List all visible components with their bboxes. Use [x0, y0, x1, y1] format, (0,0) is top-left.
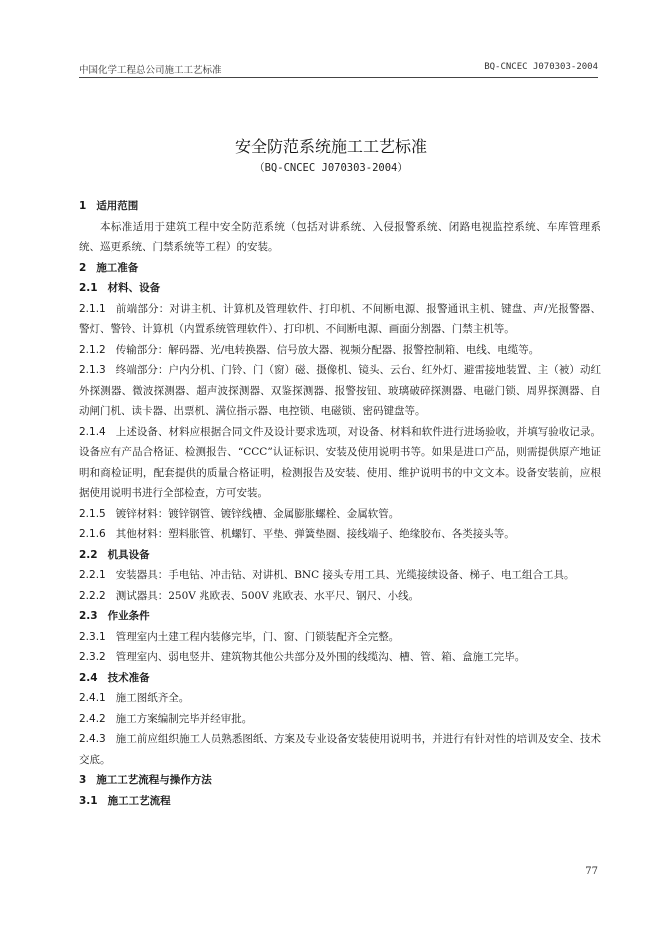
clause-text: 安装器具：手电钻、冲击钻、对讲机、BNC 接头专用工具、光缆接续设备、梯子、电工组合工具。 — [115, 569, 575, 581]
clause-number: 2.1.3 — [79, 364, 106, 376]
clause-text: 传输部分：解码器、光/电转换器、信号放大器、视频分配器、报警控制箱、电线、电缆等。 — [115, 343, 540, 356]
section-heading-text: 技术准备 — [107, 671, 150, 684]
document-body — [79, 196, 601, 811]
section-heading — [79, 606, 601, 627]
numbered-clause — [79, 360, 601, 422]
clause-number: 2.1.6 — [79, 528, 106, 540]
clause-number: 2.4.1 — [79, 692, 106, 704]
numbered-clause — [79, 504, 601, 525]
section-heading-text: 材料、设备 — [107, 282, 161, 294]
header-standard-code: BQ-CNCEC J070303-2004 — [484, 62, 598, 72]
section-heading — [79, 278, 601, 299]
section-heading — [79, 791, 601, 812]
clause-text: 管理室内土建工程内装修完毕，门、窗、门锁装配齐全完整。 — [115, 630, 400, 643]
section-number: 2.1 — [79, 282, 98, 294]
numbered-clause — [79, 565, 601, 586]
clause-text: 其他材料：塑料胀管、机螺钉、平垫、弹簧垫圈、接线端子、绝缘胶布、各类接头等。 — [115, 528, 515, 540]
clause-number: 2.1.2 — [79, 343, 106, 356]
numbered-clause — [79, 299, 601, 340]
section-heading — [79, 196, 601, 217]
numbered-clause — [79, 422, 601, 504]
section-heading — [79, 668, 601, 689]
running-header — [79, 60, 598, 78]
clause-text: 测试器具：250V 兆欧表、500V 兆欧表、水平尺、钢尺、小线。 — [115, 589, 420, 602]
numbered-clause — [79, 647, 601, 668]
clause-number: 2.2.2 — [79, 589, 106, 602]
clause-number: 2.1.1 — [79, 302, 106, 315]
clause-number: 2.1.5 — [79, 507, 106, 520]
section-heading-text: 适用范围 — [96, 200, 139, 212]
clause-text: 镀锌材料：镀锌钢管、镀锌线槽、金属膨胀螺栓、金属软管。 — [115, 507, 400, 520]
section-number: 2.2 — [79, 548, 98, 561]
document-title: 安全防范系统施工工艺标准 — [234, 137, 427, 156]
clause-text: 施工前应组织施工人员熟悉图纸、方案及专业设备安装使用说明书，并进行有针对性的培训及安全、技术交底。 — [79, 733, 601, 766]
numbered-clause — [79, 627, 601, 648]
clause-number: 2.4.3 — [79, 733, 106, 745]
clause-text: 前端部分：对讲主机、计算机及管理软件、打印机、不间断电源、报警通讯主机、键盘、声/光报警器、警灯、警铃、计算机（内置系统管理软件）、打印机、不间断电源、画面分割器、门禁主机等。 — [79, 302, 601, 335]
paragraph: 本标准适用于建筑工程中安全防范系统（包括对讲系统、入侵报警系统、闭路电视监控系统、车库管理系统、巡更系统、门禁系统等工程）的安装。 — [79, 220, 601, 253]
clause-number: 2.3.2 — [79, 651, 106, 663]
numbered-clause — [79, 729, 601, 770]
clause-number: 2.4.2 — [79, 712, 106, 725]
section-heading-text: 施工工艺流程 — [107, 794, 171, 807]
section-heading — [79, 258, 601, 279]
section-heading-text: 作业条件 — [107, 610, 150, 622]
section-number: 2.3 — [79, 610, 98, 622]
section-heading-text: 施工准备 — [96, 261, 139, 274]
section-number: 3.1 — [79, 794, 98, 807]
clause-number: 2.3.1 — [79, 630, 106, 643]
clause-number: 2.2.1 — [79, 569, 106, 581]
header-org-title: 中国化学工程总公司施工工艺标准 — [79, 65, 222, 76]
page-number: 77 — [585, 866, 598, 877]
section-number: 2.4 — [79, 671, 98, 684]
section-heading-text: 机具设备 — [107, 548, 150, 561]
numbered-clause — [79, 524, 601, 545]
clause-text: 管理室内、弱电竖井、建筑物其他公共部分及外围的线缆沟、槽、管、箱、盒施工完毕。 — [115, 651, 526, 663]
numbered-clause — [79, 586, 601, 607]
section-number: 3 — [79, 774, 87, 786]
section-number: 1 — [79, 200, 87, 212]
numbered-clause — [79, 340, 601, 361]
section-heading — [79, 545, 601, 566]
numbered-clause — [79, 709, 601, 730]
numbered-clause — [79, 688, 601, 709]
clause-number: 2.1.4 — [79, 425, 106, 438]
clause-text: 施工方案编制完毕并经审批。 — [115, 712, 253, 725]
clause-text: 终端部分：户内分机、门铃、门（窗）磁、摄像机、镜头、云台、红外灯、避雷接地装置、主（被）动红外探测器、微波探测器、超声波探测器、双鉴探测器、报警按钮、玻璃破碎探测器、电磁门锁、周界探测器、自动闸门机、读卡器、出票机、满位指示器、电控锁、电磁锁、密码键盘等。 — [79, 364, 601, 417]
clause-text: 上述设备、材料应根据合同文件及设计要求选项，对设备、材料和软件进行进场验收，并填写验收记录。设备应有产品合格证、检测报告、“CCC”认证标识、安装及使用说明书等。如果是进口产品，则需提供原产地证明和商检证明，配套提供的质量合格证明，检测报告及安装、使用、维护说明书的中文文本。设备安装前，应根据使用说明书进行全部检查，方可安装。 — [79, 425, 601, 499]
document-subtitle: （BQ-CNCEC J070303-2004） — [254, 162, 408, 174]
section-number: 2 — [79, 261, 87, 274]
section-heading-text: 施工工艺流程与操作方法 — [96, 774, 212, 786]
section-heading — [79, 770, 601, 791]
clause-text: 施工图纸齐全。 — [115, 692, 190, 704]
